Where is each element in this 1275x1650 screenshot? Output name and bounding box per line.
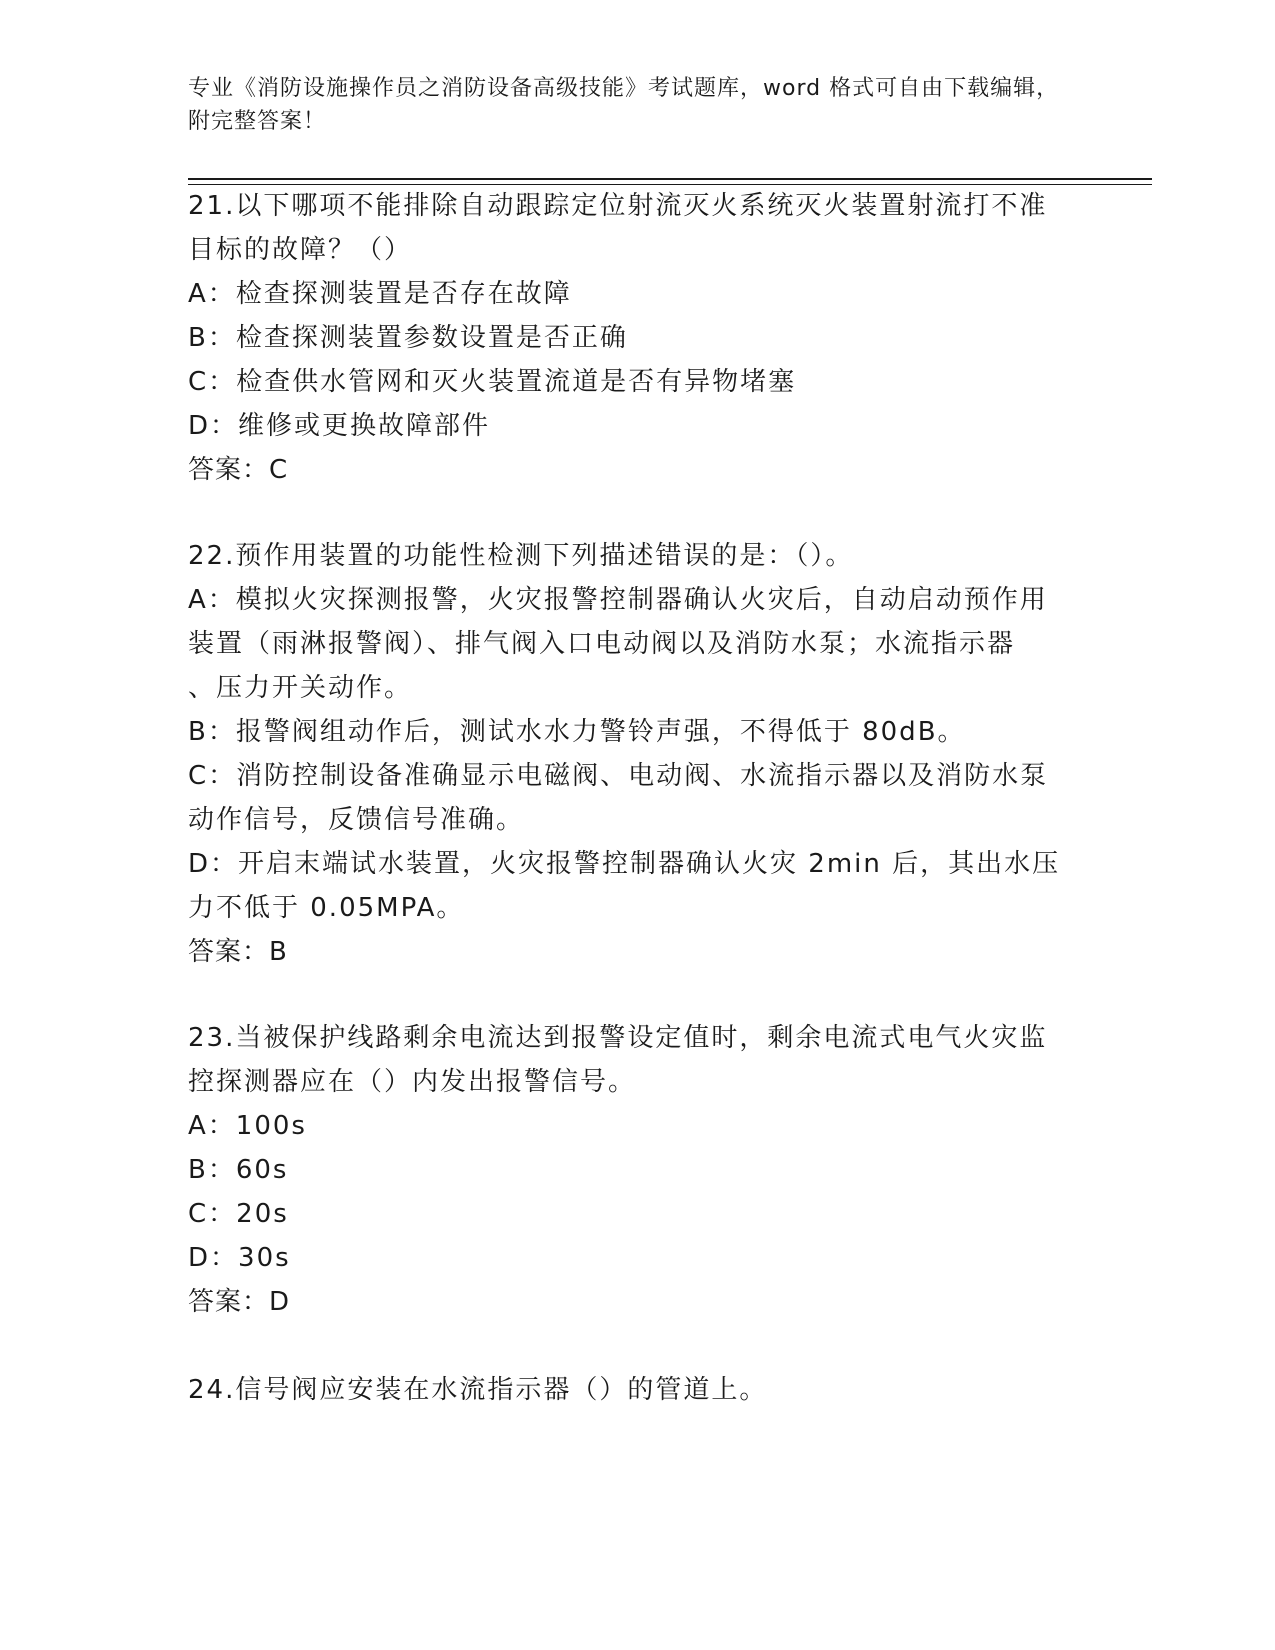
- document-header: 专业《消防设施操作员之消防设备高级技能》考试题库，word 格式可自由下载编辑，附完整答案！: [188, 76, 1060, 134]
- question-21-option-d: D：维修或更换故障部件: [188, 411, 491, 441]
- question-21-option-c: C：检查供水管网和灭火装置流道是否有异物堵塞: [188, 367, 797, 397]
- question-21-stem-line-2: 目标的故障？（）: [188, 235, 413, 265]
- question-23-option-d: D：30s: [188, 1243, 291, 1273]
- question-22-option-b: B：报警阀组动作后，测试水水力警铃声强，不得低于 80dB。: [188, 717, 966, 747]
- header-divider-thick: [188, 178, 1152, 180]
- header-divider-thin: [188, 184, 1152, 185]
- question-22-option-a-line-3: 、压力开关动作。: [188, 673, 413, 703]
- question-23-answer: 答案：D: [188, 1287, 291, 1317]
- question-22-option-c-line-1: C：消防控制设备准确显示电磁阀、电动阀、水流指示器以及消防水泵: [188, 761, 1049, 791]
- question-22-stem: 22.预作用装置的功能性检测下列描述错误的是：（）。: [188, 541, 854, 571]
- question-22-option-a-line-2: 装置（雨淋报警阀）、排气阀入口电动阀以及消防水泵；水流指示器: [188, 629, 1016, 659]
- question-22-option-a-line-1: A：模拟火灾探测报警，火灾报警控制器确认火灾后，自动启动预作用: [188, 585, 1048, 615]
- question-22-option-d-line-2: 力不低于 0.05MPA。: [188, 893, 465, 923]
- question-21-answer: 答案：C: [188, 455, 289, 485]
- question-23-option-c: C：20s: [188, 1199, 289, 1229]
- question-22-option-d-line-1: D：开启末端试水装置，火灾报警控制器确认火灾 2min 后，其出水压: [188, 849, 1061, 879]
- question-24-stem: 24.信号阀应安装在水流指示器（）的管道上。: [188, 1375, 768, 1405]
- question-23-stem-line-2: 控探测器应在（）内发出报警信号。: [188, 1067, 637, 1097]
- question-23-option-a: A：100s: [188, 1111, 307, 1141]
- question-21-stem-line-1: 21.以下哪项不能排除自动跟踪定位射流灭火系统灭火装置射流打不准: [188, 191, 1048, 221]
- question-23-stem-line-1: 23.当被保护线路剩余电流达到报警设定值时，剩余电流式电气火灾监: [188, 1023, 1048, 1053]
- question-22-option-c-line-2: 动作信号，反馈信号准确。: [188, 805, 525, 835]
- question-22-answer: 答案：B: [188, 937, 288, 967]
- question-21-option-a: A：检查探测装置是否存在故障: [188, 279, 572, 309]
- question-21-option-b: B：检查探测装置参数设置是否正确: [188, 323, 628, 353]
- question-23-option-b: B：60s: [188, 1155, 289, 1185]
